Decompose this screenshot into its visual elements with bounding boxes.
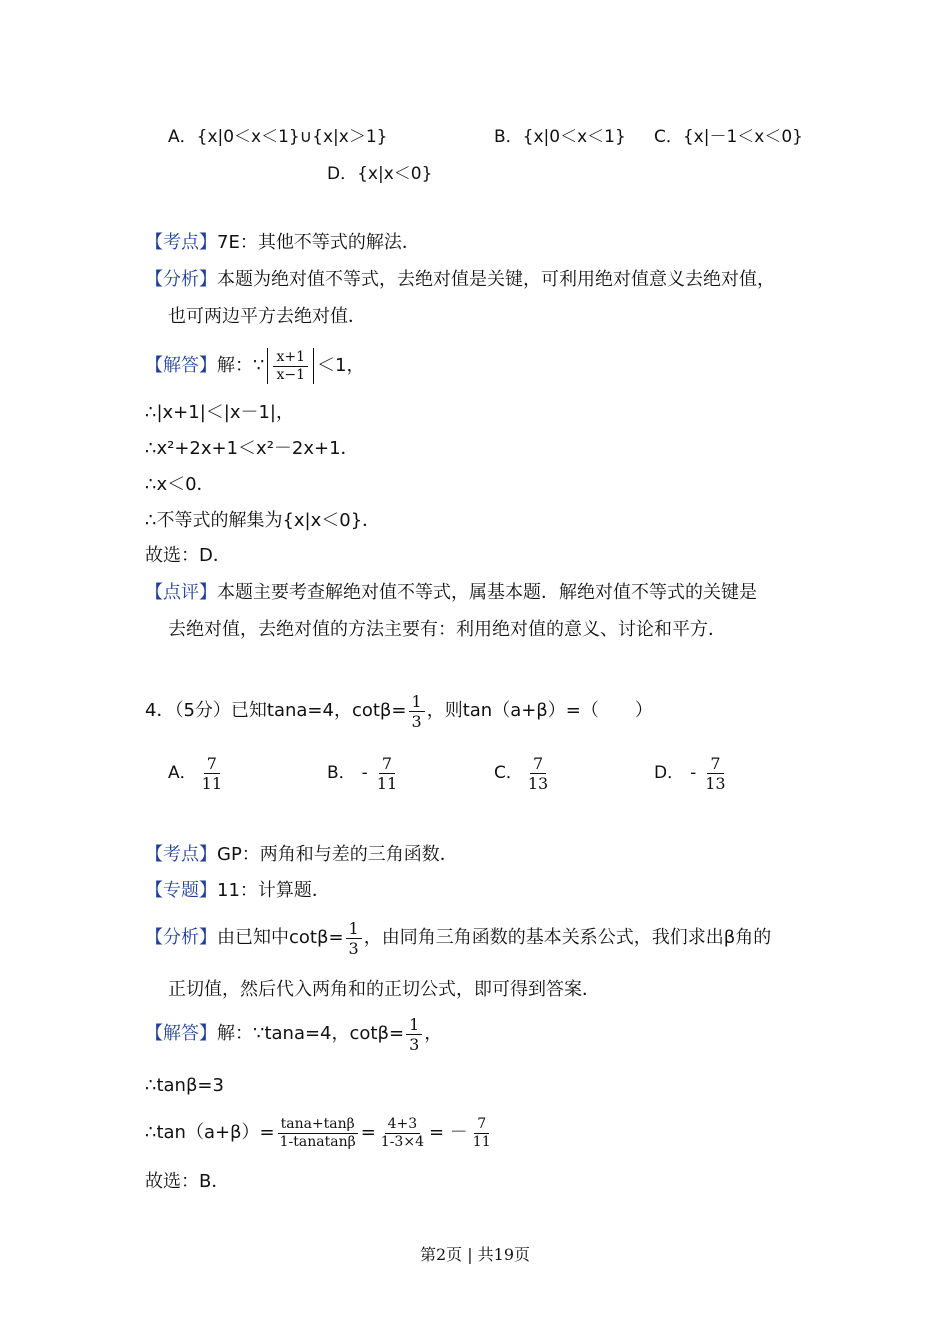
fraction-numerator: 7: [707, 754, 723, 774]
q3-kaodian: [145, 231, 420, 255]
q3-option-a: A．{x|0＜x＜1}∪{x|x＞1}: [168, 127, 388, 147]
fraction-denominator: 11: [201, 773, 222, 793]
option-sign: -: [690, 763, 697, 783]
tag-jieda: 【解答】: [145, 355, 217, 376]
fraction-numerator: 1: [409, 692, 425, 712]
dianping-line1: 本题主要考查解绝对值不等式，属基本题．解绝对值不等式的关键是: [217, 582, 757, 603]
formula-equals: = －: [428, 1122, 468, 1143]
tag-kaodian: 【考点】: [145, 844, 217, 865]
jieda-suffix: ，: [424, 1023, 443, 1044]
tag-jieda: 【解答】: [145, 1023, 217, 1044]
q3-step: ∴x＜0．: [145, 474, 215, 495]
q3-option-d: D．{x|x＜0}: [327, 164, 433, 184]
q4-fenxi: [145, 916, 771, 960]
abs-bar-left: [267, 348, 268, 384]
formula-prefix: ∴tan（a+β）=: [145, 1122, 275, 1143]
q3-option-b: B．{x|0＜x＜1}: [494, 127, 626, 147]
fraction-numerator: 1: [346, 919, 362, 939]
fraction-numerator: 7: [530, 754, 546, 774]
fraction-numerator: 4+3: [385, 1116, 421, 1134]
fraction-denominator: 3: [409, 1034, 420, 1054]
fenxi-prefix: 由已知中cotβ=: [217, 927, 344, 948]
q4-step: ∴tanβ=3: [145, 1075, 224, 1096]
fenxi-line1: 本题为绝对值不等式，去绝对值是关键，可利用绝对值意义去绝对值，: [217, 269, 775, 290]
q3-dianping: [145, 581, 757, 605]
q4-zhuanti: [145, 879, 330, 903]
q4-stem-prefix: 4．（5分）已知tana=4，cotβ=: [145, 700, 407, 721]
q4-option-b: [327, 751, 402, 795]
q3-jieda: [145, 344, 364, 388]
q3-step: ∴|x+1|＜|x－1|，: [145, 402, 295, 423]
fraction-numerator: 1: [406, 1015, 422, 1035]
q4-kaodian: [145, 843, 458, 867]
option-sign: -: [361, 763, 368, 783]
jieda-suffix: ＜1，: [317, 355, 365, 376]
fraction-denominator: 11: [472, 1133, 491, 1150]
fenxi-suffix: ，由同角三角函数的基本关系公式，我们求出β角的: [363, 927, 772, 948]
fraction-denominator: 13: [705, 773, 726, 793]
tag-fenxi: 【分析】: [145, 927, 217, 948]
fraction-denominator: 1-3×4: [380, 1133, 424, 1150]
q4-fenxi-line2: 正切值，然后代入两角和的正切公式，即可得到答案．: [168, 979, 600, 1000]
q3-option-c: C．{x|－1＜x＜0}: [654, 127, 803, 147]
fraction-denominator: x−1: [276, 366, 305, 383]
q3-dianping-line2: 去绝对值，去绝对值的方法主要有：利用绝对值的意义、讨论和平方．: [168, 619, 726, 640]
option-label: C．: [494, 763, 523, 783]
fraction-denominator: 11: [376, 773, 398, 793]
option-label: D．: [654, 763, 685, 783]
q4-answer: 故选：B．: [145, 1171, 230, 1192]
fraction-denominator: 3: [411, 711, 422, 731]
fraction-numerator: 7: [379, 754, 395, 774]
q4-option-a: [168, 751, 227, 795]
q3-step: ∴x²+2x+1＜x²－2x+1．: [145, 438, 359, 459]
fenxi-fraction: [346, 919, 362, 958]
tag-dianping: 【点评】: [145, 582, 217, 603]
zhuanti-text: 11：计算题．: [217, 880, 330, 901]
formula-fraction: [277, 1116, 359, 1151]
q4-stem-fraction: [409, 692, 425, 731]
abs-fraction: [273, 349, 308, 384]
formula-equals: =: [360, 1122, 376, 1143]
formula-fraction: [378, 1116, 427, 1151]
option-fraction: [374, 754, 400, 793]
page-footer: 第2页 | 共19页: [419, 1245, 531, 1264]
q3-step: ∴不等式的解集为{x|x＜0}．: [145, 510, 381, 531]
formula-fraction: [470, 1116, 494, 1151]
fraction-numerator: tana+tanβ: [278, 1116, 358, 1134]
kaodian-text: 7E：其他不等式的解法．: [217, 232, 420, 253]
q3-answer: 故选：D．: [145, 545, 231, 566]
q4-stem: [145, 689, 653, 733]
q4-option-c: [494, 751, 553, 795]
fraction-numerator: 7: [474, 1116, 489, 1134]
jieda-prefix: 解：∵tana=4，cotβ=: [217, 1023, 405, 1044]
q4-jieda: [145, 1012, 442, 1056]
fraction-denominator: 1-tanatanβ: [279, 1133, 356, 1150]
abs-bar-right: [313, 348, 314, 384]
fraction-numerator: 7: [204, 754, 220, 774]
q3-fenxi-line2: 也可两边平方去绝对值．: [168, 306, 366, 327]
tag-zhuanti: 【专题】: [145, 880, 217, 901]
kaodian-text: GP：两角和与差的三角函数．: [217, 844, 458, 865]
q3-fenxi: [145, 268, 775, 292]
option-label: B．: [327, 763, 356, 783]
q4-step-formula: [145, 1111, 496, 1155]
tag-kaodian: 【考点】: [145, 232, 217, 253]
option-fraction: [199, 754, 225, 793]
option-fraction: [702, 754, 728, 793]
option-label: A．: [168, 763, 197, 783]
tag-fenxi: 【分析】: [145, 269, 217, 290]
fraction-numerator: x+1: [273, 349, 308, 367]
fraction-denominator: 3: [348, 938, 359, 958]
jieda-fraction: [406, 1015, 422, 1054]
fraction-denominator: 13: [527, 773, 549, 793]
q4-stem-suffix: ，则tan（a+β）=（ ）: [426, 700, 653, 721]
q4-option-d: [654, 751, 731, 795]
option-fraction: [525, 754, 551, 793]
jieda-prefix: 解：∵: [217, 355, 265, 376]
